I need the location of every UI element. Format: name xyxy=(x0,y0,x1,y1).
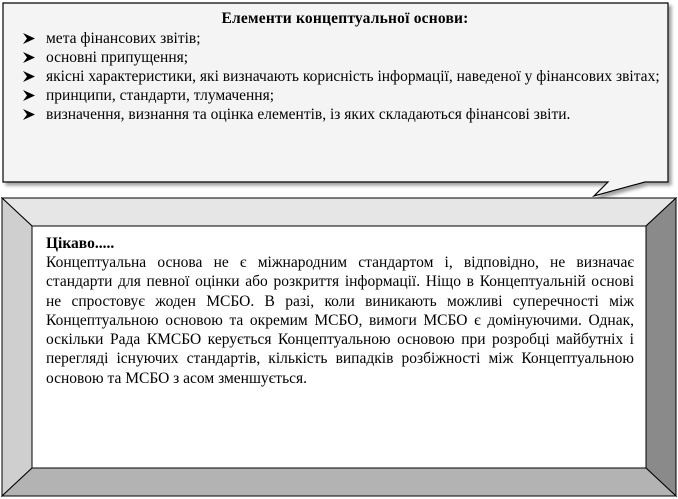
note-box xyxy=(46,234,634,388)
list-item xyxy=(22,48,668,67)
list-item xyxy=(22,86,668,105)
arrow-bullet-icon xyxy=(22,108,36,121)
list-item xyxy=(22,29,668,48)
arrow-bullet-icon xyxy=(22,51,36,64)
arrow-bullet-icon xyxy=(22,32,36,45)
list-item xyxy=(22,105,668,124)
list-item-text: основні припущення; xyxy=(46,49,189,66)
list-item-text: визначення, визнання та оцінка елементів, із яких складаються фінансові звіти. xyxy=(46,106,571,123)
arrow-bullet-icon xyxy=(22,89,36,102)
note-text: Концептуальна основа не є міжнародним стандартом і, відповідно, не визначає стандарти для певної оцінки або розкриття інформації. Ніщо в Концептуальній основі не спростовує жоден МСБО. В разі, коли виникають можливі суперечності між Концептуальною основою та окремим МСБО, вимоги МСБО є домінуючими. Однак, оскільки Рада КМСБО керується Концептуальною основою при розробці майбутніх і перегляді існуючих стандартів, кількість випадків розбіжності між Концептуальною основою та МСБО з асом зменшується. xyxy=(46,254,634,387)
callout-box xyxy=(22,9,668,124)
list-item-text: мета фінансових звітів; xyxy=(46,30,201,47)
note-title: Цікаво..... xyxy=(46,235,115,252)
list-item-text: якісні характеристики, які визначають корисність інформації, наведеної у фінансових звітах; xyxy=(46,68,660,85)
callout-title: Елементи концептуальної основи: xyxy=(221,10,469,27)
list-item xyxy=(22,67,668,86)
framework-elements-list xyxy=(22,29,668,124)
arrow-bullet-icon xyxy=(22,70,36,83)
list-item-text: принципи, стандарти, тлумачення; xyxy=(46,87,275,104)
